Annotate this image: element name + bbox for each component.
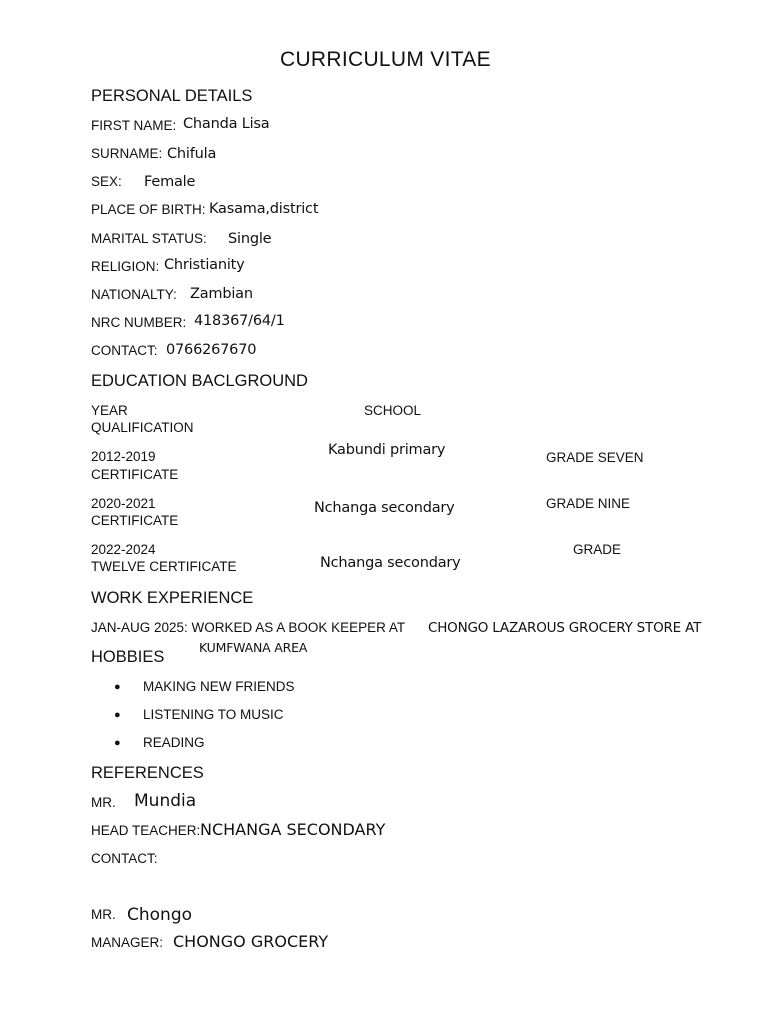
sex-value: Female <box>144 174 196 190</box>
education-row-3-year: 2022-2024 <box>91 542 156 557</box>
education-row-2-school: Nchanga secondary <box>314 500 455 516</box>
work-experience-area: KUMFWANA AREA <box>199 640 308 655</box>
education-row-3-qualification: GRADE <box>573 542 622 557</box>
religion-label: RELIGION: <box>91 259 160 274</box>
marital-status-value: Single <box>228 231 272 247</box>
first-name-label: FIRST NAME: <box>91 118 177 133</box>
surname-label: SURNAME: <box>91 146 163 161</box>
education-row-3-certificate: TWELVE CERTIFICATE <box>91 559 237 574</box>
reference-2-title: MR. <box>91 907 116 922</box>
education-row-1-certificate: CERTIFICATE <box>91 467 179 482</box>
education-heading: EDUCATION BACLGROUND <box>91 372 308 390</box>
work-experience-heading: WORK EXPERIENCE <box>91 589 254 607</box>
bullet-dot-icon: ● <box>114 737 121 749</box>
reference-2-role-label: MANAGER: <box>91 935 164 950</box>
contact-label: CONTACT: <box>91 343 158 358</box>
work-experience-entry: JAN-AUG 2025: WORKED AS A BOOK KEEPER AT <box>91 620 406 635</box>
work-experience-place: CHONGO LAZAROUS GROCERY STORE AT <box>428 620 702 636</box>
nationality-label: NATIONALTY: <box>91 287 177 302</box>
education-row-1-school: Kabundi primary <box>328 442 446 458</box>
hobby-item: LISTENING TO MUSIC <box>143 707 284 722</box>
contact-value: 0766267670 <box>166 342 257 358</box>
hobby-item: MAKING NEW FRIENDS <box>143 679 295 694</box>
reference-2-role: CHONGO GROCERY <box>173 932 329 951</box>
religion-value: Christianity <box>164 257 245 273</box>
surname-value: Chifula <box>167 146 217 162</box>
reference-1-title: MR. <box>91 795 116 810</box>
reference-1-role-label: HEAD TEACHER: <box>91 823 201 838</box>
reference-1-role: NCHANGA SECONDARY <box>200 820 386 839</box>
sex-label: SEX: <box>91 174 122 189</box>
place-of-birth-value: Kasama,district <box>209 201 319 217</box>
education-header-qualification: QUALIFICATION <box>91 420 194 435</box>
education-row-1-qualification: GRADE SEVEN <box>546 450 644 465</box>
education-row-1-year: 2012-2019 <box>91 449 156 464</box>
education-header-school: SCHOOL <box>364 403 422 418</box>
hobby-item: READING <box>143 735 205 750</box>
page-title: CURRICULUM VITAE <box>280 48 491 71</box>
nationality-value: Zambian <box>190 286 253 302</box>
bullet-dot-icon: ● <box>114 709 121 721</box>
first-name-value: Chanda Lisa <box>183 116 270 132</box>
place-of-birth-label: PLACE OF BIRTH: <box>91 202 206 217</box>
reference-1-name: Mundia <box>134 791 197 811</box>
reference-2-name: Chongo <box>127 905 193 925</box>
references-heading: REFERENCES <box>91 764 204 782</box>
education-row-2-certificate: CERTIFICATE <box>91 513 179 528</box>
education-row-2-qualification: GRADE NINE <box>546 496 631 511</box>
bullet-dot-icon: ● <box>114 681 121 693</box>
education-row-3-school: Nchanga secondary <box>320 555 461 571</box>
personal-details-heading: PERSONAL DETAILS <box>91 87 253 105</box>
hobbies-heading: HOBBIES <box>91 648 165 666</box>
education-row-2-year: 2020-2021 <box>91 496 156 511</box>
education-header-year: YEAR <box>91 403 128 418</box>
reference-1-contact-label: CONTACT: <box>91 851 158 866</box>
nrc-number-value: 418367/64/1 <box>194 313 285 329</box>
nrc-number-label: NRC NUMBER: <box>91 315 187 330</box>
marital-status-label: MARITAL STATUS: <box>91 231 207 246</box>
